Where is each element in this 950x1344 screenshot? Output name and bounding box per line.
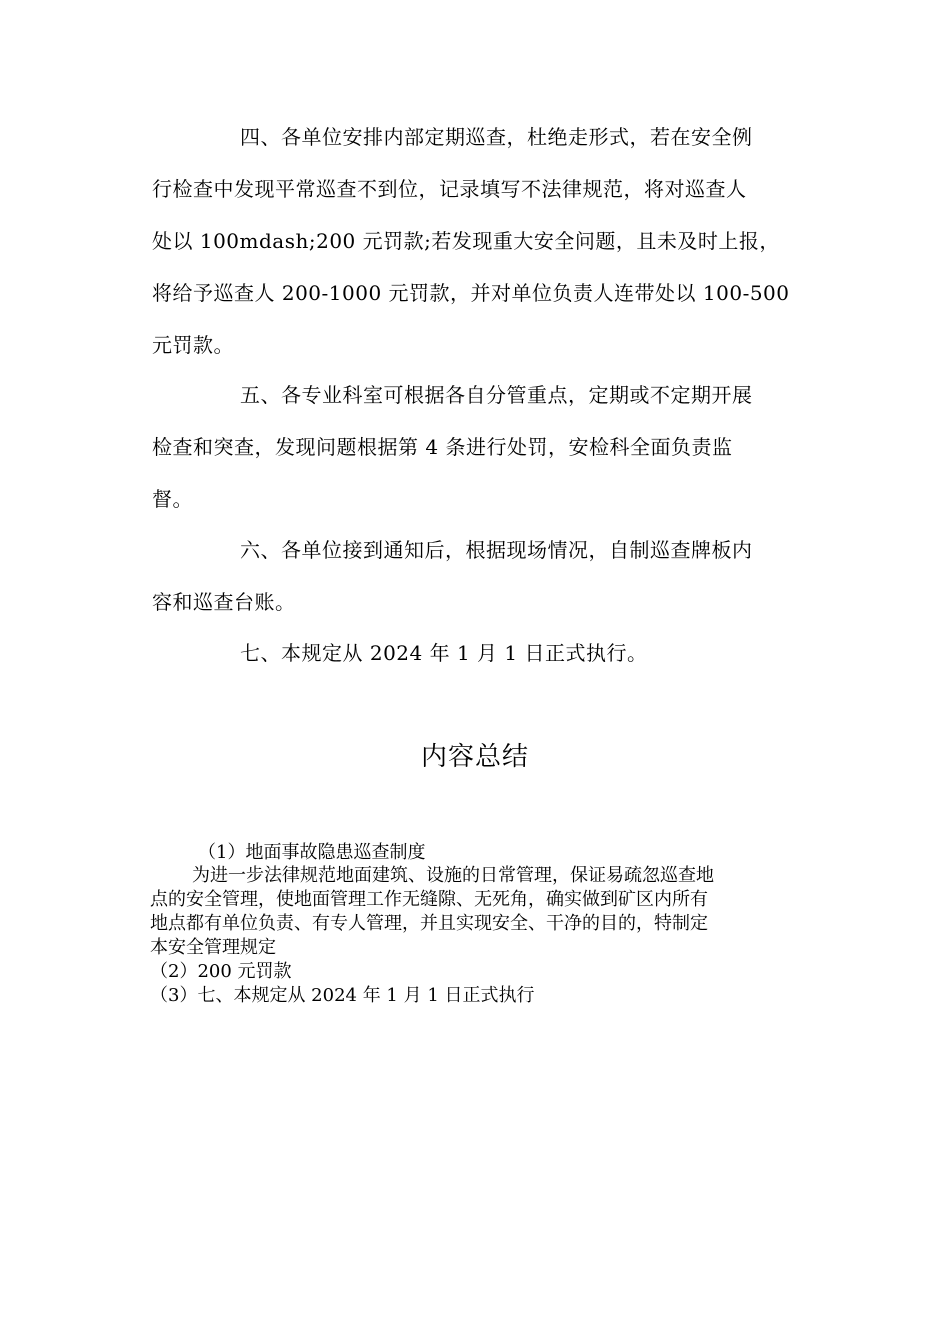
paragraph-4-line-5: 元罚款。	[152, 333, 234, 357]
summary-line-3: 点的安全管理，使地面管理工作无缝隙、无死角，确实做到矿区内所有	[150, 889, 708, 910]
paragraph-4-line-1: 四、各单位安排内部定期巡查，杜绝走形式，若在安全例	[240, 125, 753, 149]
paragraph-6-line-2: 容和巡查台账。	[152, 590, 296, 614]
summary-line-4: 地点都有单位负责、有专人管理，并且实现安全、干净的目的，特制定	[150, 913, 708, 934]
paragraph-4-line-3: 处以 100mdash;200 元罚款;若发现重大安全问题，且未及时上报，	[152, 229, 780, 253]
paragraph-7-line-1: 七、本规定从 2024 年 1 月 1 日正式执行。	[240, 641, 648, 665]
paragraph-4-line-4: 将给予巡查人 200-1000 元罚款，并对单位负责人连带处以 100-500	[152, 281, 790, 305]
summary-item-1: （1）地面事故隐患巡查制度	[198, 842, 426, 863]
paragraph-5-line-3: 督。	[152, 487, 193, 511]
paragraph-4-line-2: 行检查中发现平常巡查不到位，记录填写不法律规范，将对巡查人	[152, 177, 747, 201]
paragraph-6-line-1: 六、各单位接到通知后，根据现场情况，自制巡查牌板内	[240, 538, 753, 562]
paragraph-5-line-2: 检查和突查，发现问题根据第 4 条进行处罚，安检科全面负责监	[152, 435, 733, 459]
summary-heading: 内容总结	[420, 742, 529, 772]
paragraph-5-line-1: 五、各专业科室可根据各自分管重点，定期或不定期开展	[240, 383, 753, 407]
summary-item-3: （3）七、本规定从 2024 年 1 月 1 日正式执行	[150, 985, 535, 1006]
summary-item-2: （2）200 元罚款	[150, 961, 292, 982]
summary-line-2: 为进一步法律规范地面建筑、设施的日常管理，保证易疏忽巡查地	[192, 865, 714, 886]
summary-line-5: 本安全管理规定	[150, 937, 276, 958]
